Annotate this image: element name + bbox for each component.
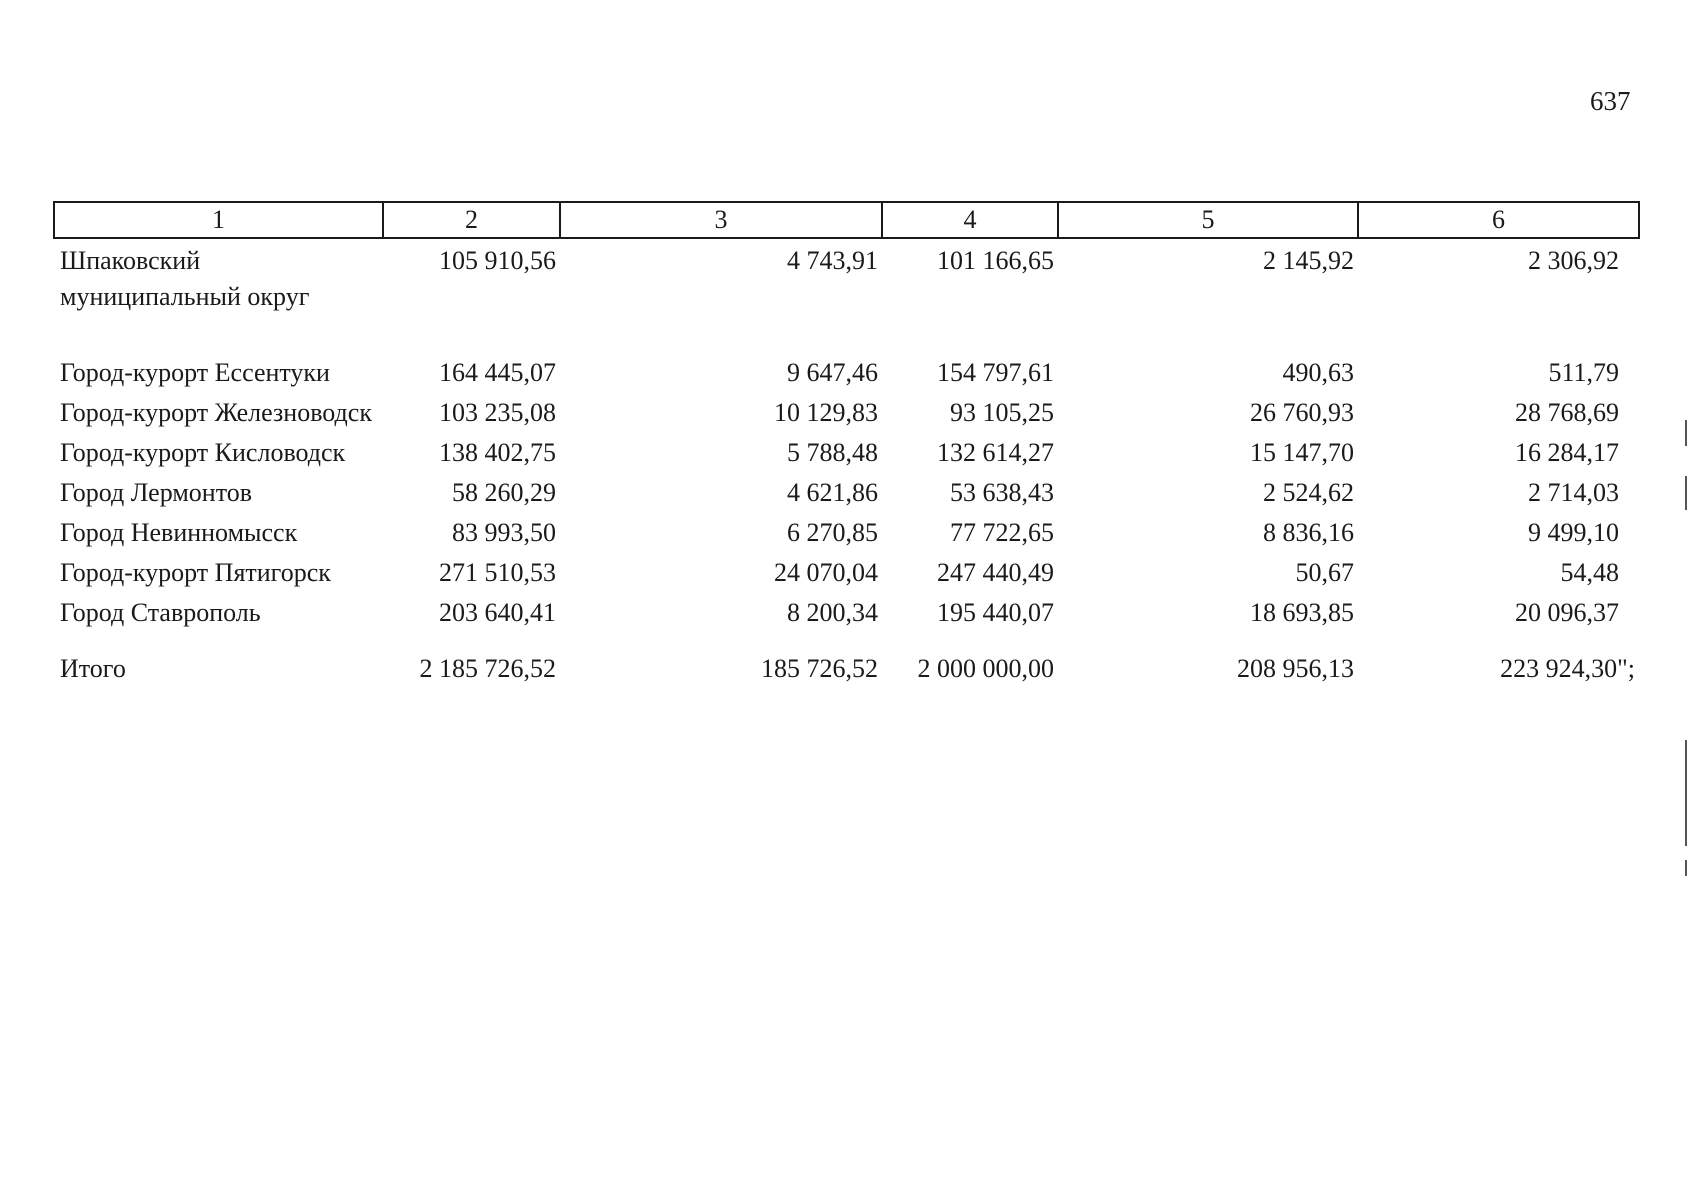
cell-col2: 138 402,75 [439,438,556,467]
row-name: Город Лермонтов [60,478,252,507]
total-col4: 2 000 000,00 [917,654,1054,683]
cell-col2: 58 260,29 [452,478,556,507]
cell-col4: 195 440,07 [937,598,1054,627]
cell-col3: 8 200,34 [787,598,878,627]
column-header-6: 6 [1358,202,1639,238]
total-col2: 2 185 726,52 [419,654,556,683]
cell-col3: 9 647,46 [787,358,878,387]
total-row [54,631,1639,687]
header-row [54,202,1639,238]
cell-col3: 6 270,85 [787,518,878,547]
table-row [54,551,1639,591]
cell-col5: 490,63 [1282,358,1354,387]
cell-col4: 247 440,49 [937,558,1054,587]
row-name: Город-курорт Ессентуки [60,358,330,387]
cell-col4: 53 638,43 [950,478,1054,507]
total-col6: 223 924,30"; [1500,654,1635,683]
table-row [54,591,1639,631]
page-number: 637 [1590,86,1631,116]
cell-col3: 10 129,83 [774,398,878,427]
cell-col2: 103 235,08 [439,398,556,427]
cell-col2: 164 445,07 [439,358,556,387]
cell-col6: 9 499,10 [1528,518,1619,547]
row-name: Город-курорт Пятигорск [60,558,331,587]
cell-col4: 93 105,25 [950,398,1054,427]
budget-table [53,201,1640,687]
table-row [54,351,1639,391]
table-body [54,238,1639,687]
cell-col3: 5 788,48 [787,438,878,467]
table-row [54,431,1639,471]
cell-col5: 2 524,62 [1263,478,1354,507]
column-header-4: 4 [882,202,1058,238]
row-name: Город-курорт Кисловодск [60,438,346,467]
cell-col4: 101 166,65 [937,246,1054,275]
column-header-1: 1 [54,202,383,238]
cell-col6: 511,79 [1548,358,1619,387]
cell-col6: 54,48 [1560,558,1619,587]
scan-mark [1685,740,1687,830]
cell-col5: 26 760,93 [1250,398,1354,427]
cell-col4: 132 614,27 [937,438,1054,467]
row-name: Город-курорт Железноводск [60,398,372,427]
table-row [54,511,1639,551]
cell-col2: 271 510,53 [439,558,556,587]
cell-col5: 15 147,70 [1250,438,1354,467]
scan-mark [1685,476,1687,510]
cell-col5: 50,67 [1295,558,1354,587]
table-row [54,471,1639,511]
cell-col6: 20 096,37 [1515,598,1619,627]
column-header-2: 2 [383,202,560,238]
table-row [54,238,1639,351]
cell-col6: 16 284,17 [1515,438,1619,467]
column-header-5: 5 [1058,202,1358,238]
row-name: Шпаковский муниципальный округ [60,246,310,311]
scan-mark [1685,860,1687,876]
total-col3: 185 726,52 [761,654,878,683]
budget-table-container [53,201,1638,687]
cell-col5: 8 836,16 [1263,518,1354,547]
cell-col3: 4 743,91 [787,246,878,275]
cell-col4: 77 722,65 [950,518,1054,547]
table-header [54,202,1639,238]
total-col5: 208 956,13 [1237,654,1354,683]
row-name: Город Ставрополь [60,598,261,627]
cell-col2: 105 910,56 [439,246,556,275]
cell-col5: 2 145,92 [1263,246,1354,275]
scan-mark [1685,830,1687,846]
cell-col6: 28 768,69 [1515,398,1619,427]
column-header-3: 3 [560,202,882,238]
cell-col3: 24 070,04 [774,558,878,587]
table-row [54,391,1639,431]
cell-col6: 2 306,92 [1528,246,1619,275]
row-name: Город Невинномысск [60,518,298,547]
cell-col6: 2 714,03 [1528,478,1619,507]
total-label: Итого [60,654,126,683]
scan-mark [1685,420,1687,446]
cell-col2: 203 640,41 [439,598,556,627]
cell-col2: 83 993,50 [452,518,556,547]
cell-col3: 4 621,86 [787,478,878,507]
cell-col4: 154 797,61 [937,358,1054,387]
cell-col5: 18 693,85 [1250,598,1354,627]
